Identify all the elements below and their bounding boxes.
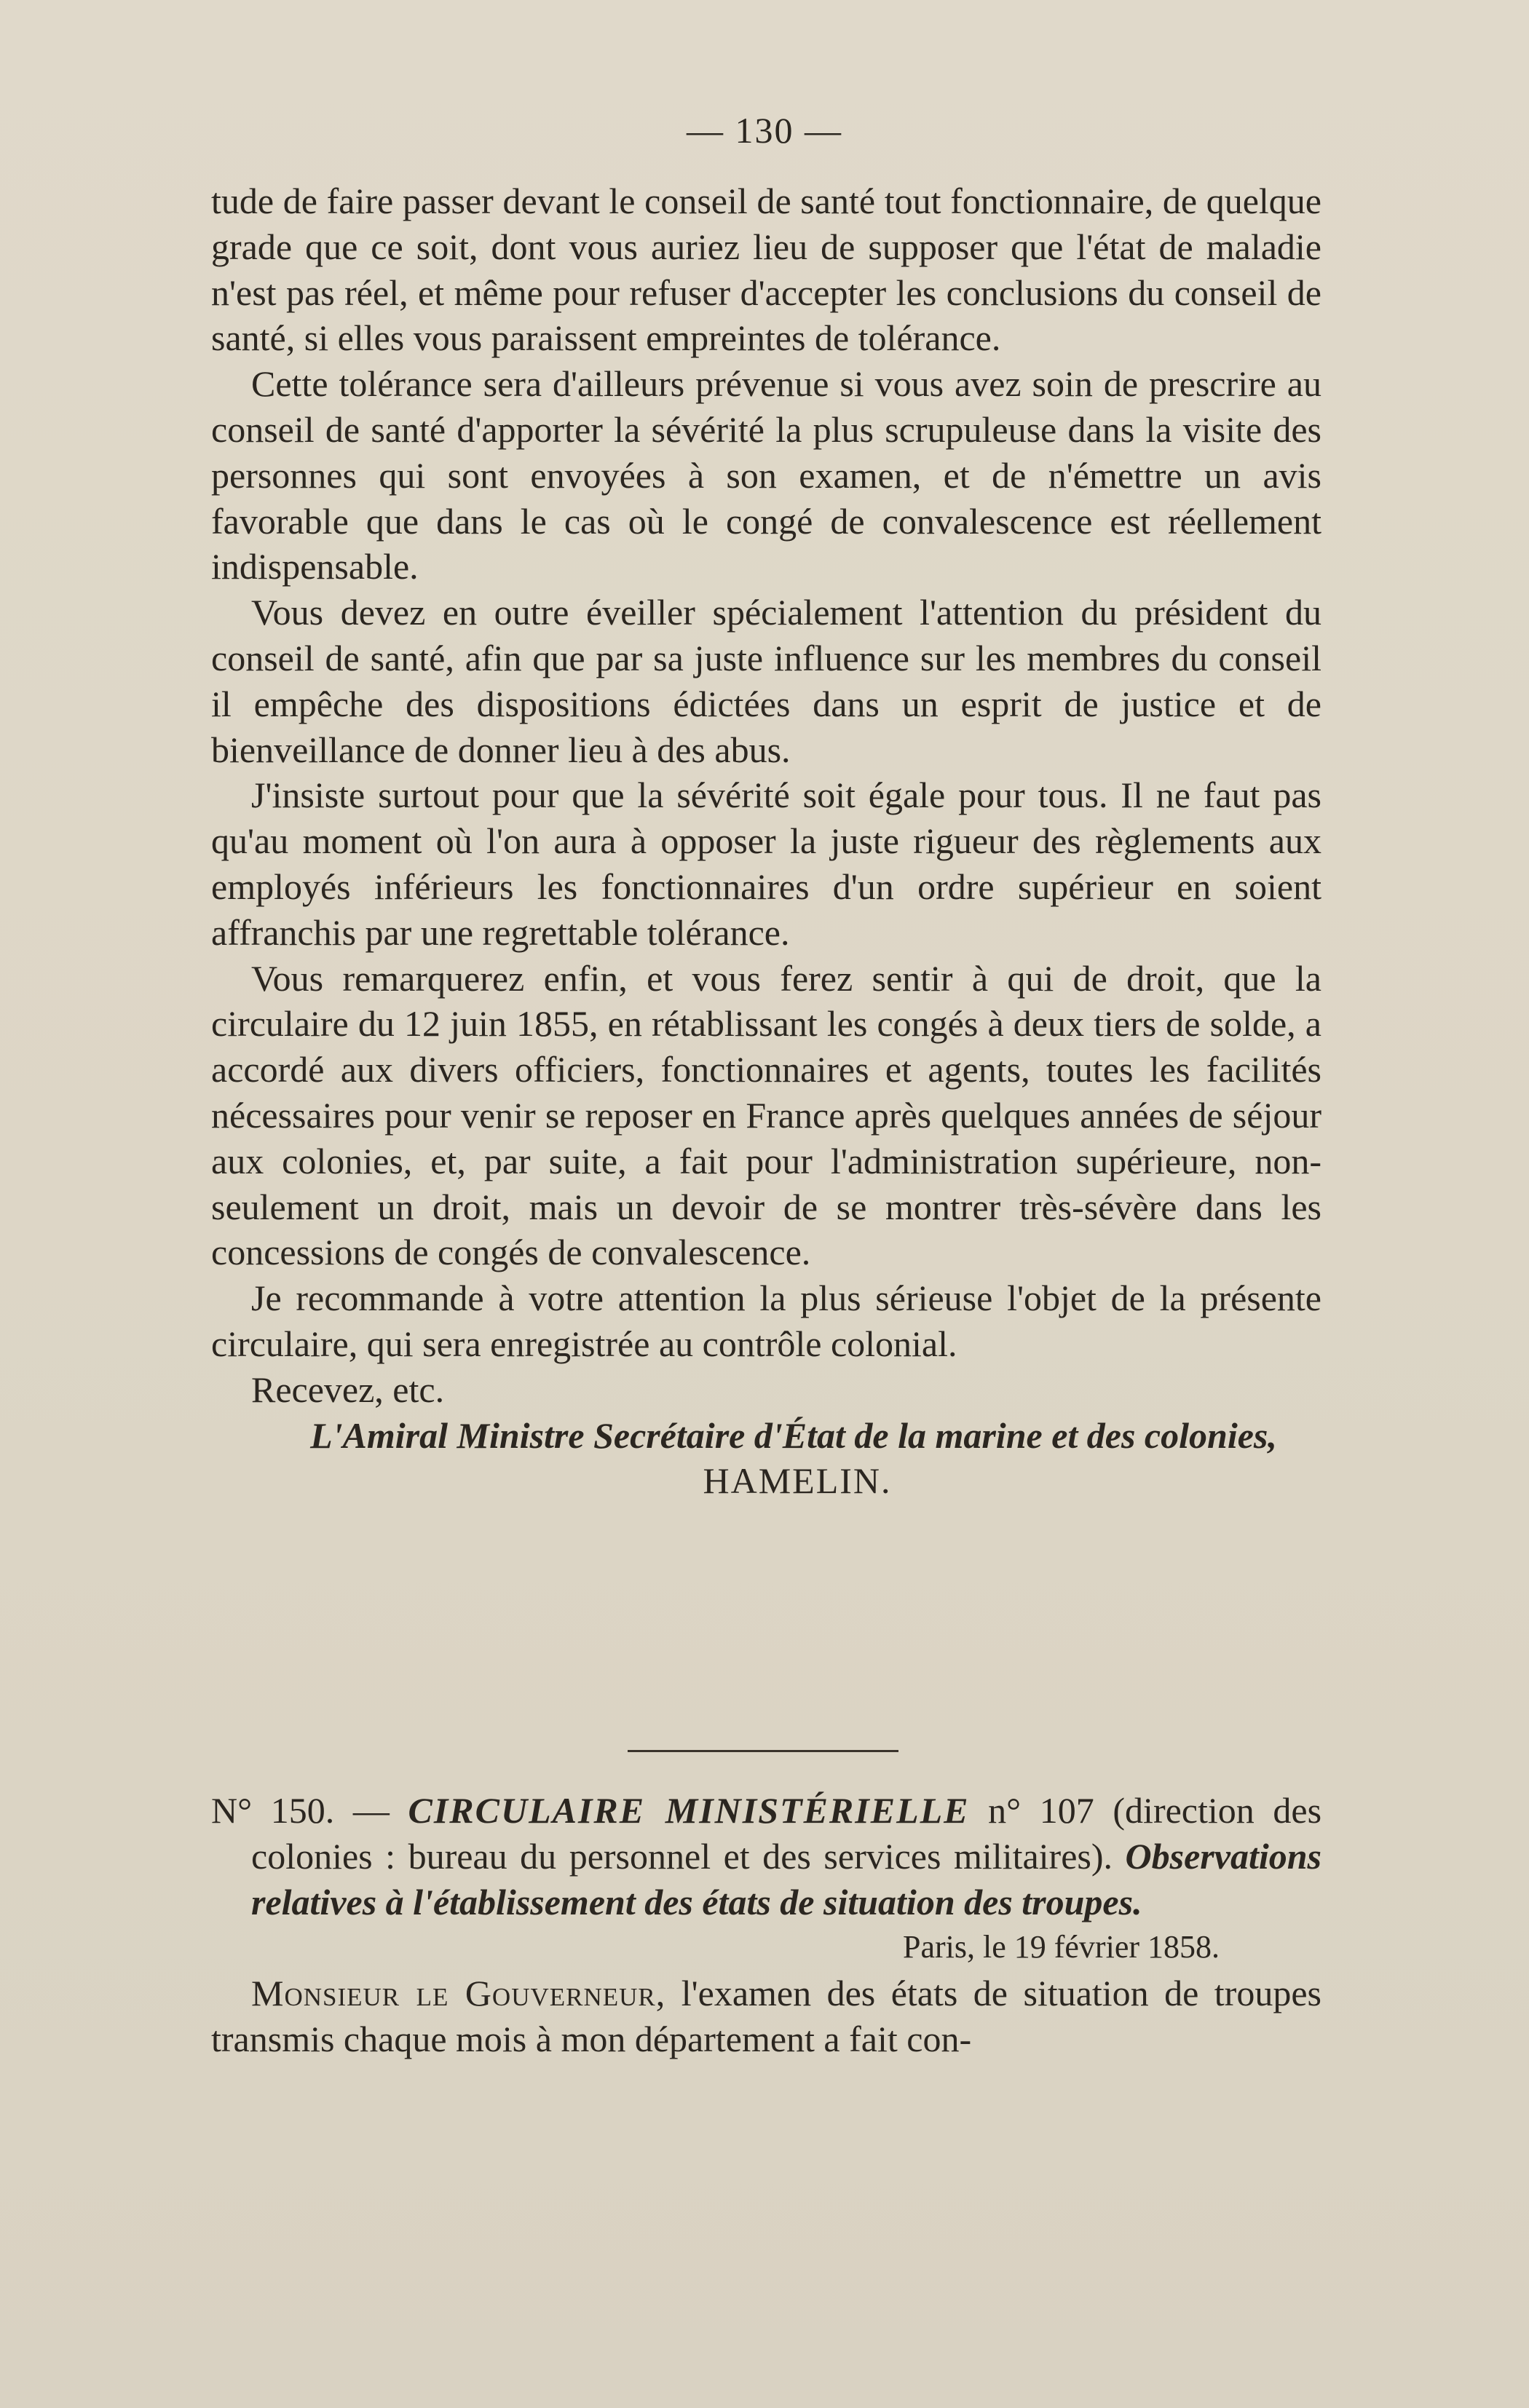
- section-number: N° 150. —: [211, 1790, 390, 1831]
- salutation: Monsieur le Gouverneur,: [251, 1973, 666, 2014]
- paragraph: J'insiste surtout pour que la sévérité soit égale pour tous. Il ne faut pas qu'au moment où l'on aura à opposer la juste rigueur des règlements aux employés inférieurs les fonctionnaires d'un ordre supérieur en soient affranchis par une regrettable tolérance.: [211, 775, 1321, 953]
- section-description: (direction des colonies : bureau du personnel et des services militaires).: [251, 1790, 1322, 1877]
- dateline: Paris, le 19 février 1858.: [903, 1929, 1220, 1965]
- section-body: [211, 1971, 1321, 2062]
- circular-section: [211, 1788, 1321, 2062]
- section-divider: [628, 1750, 898, 1752]
- paragraph: tude de faire passer devant le conseil de santé tout fonctionnaire, de quelque grade que ce soit, dont vous auriez lieu de supposer que l'état de maladie n'est pas réel, et même pour refuser d'accepter les conclusions du conseil de santé, si elles vous paraissent empreintes de tolérance.: [211, 181, 1321, 359]
- section-title: CIRCULAIRE MINISTÉRIELLE: [408, 1790, 970, 1831]
- signature-title: L'Amiral Ministre Secrétaire d'État de la marine et des colonies,: [310, 1414, 1277, 1456]
- section-ref: n° 107: [988, 1790, 1094, 1831]
- paragraph: Vous devez en outre éveiller spécialement l'attention du président du conseil de santé, afin que par sa juste influence sur les membres du conseil il empêche des dispositions édictées dans un esprit de justice et de bienveillance de donner lieu à des abus.: [211, 592, 1321, 770]
- paragraph: Je recommande à votre attention la plus sérieuse l'objet de la présente circulaire, qui sera enregistrée au contrôle colonial.: [211, 1278, 1321, 1364]
- circular-text: [211, 178, 1321, 1504]
- paragraph: Vous remarquerez enfin, et vous ferez sentir à qui de droit, que la circulaire du 12 juin 1855, en rétablissant les congés à deux tiers de solde, a accordé aux divers officiers, fonctionnaires et agents, toutes les facilités nécessaires pour venir se reposer en France après quelques années de séjour aux colonies, et, par suite, a fait pour l'administration supérieure, non-seulement un droit, mais un devoir de se montrer très-sévère dans les concessions de congés de convalescence.: [211, 957, 1321, 1273]
- paragraph: Cette tolérance sera d'ailleurs prévenue si vous avez soin de prescrire au conseil de santé d'apporter la sévérité la plus scrupuleuse dans la visite des personnes qui sont envoyées à son examen, et de n'émettre un avis favorable que dans le cas où le congé de convalescence est réellement indispensable.: [211, 363, 1321, 587]
- section-body-text: l'examen des états de situation de troupes transmis chaque mois à mon département a fait con-: [211, 1973, 1321, 2059]
- section-subtitle: Observations relatives à l'établissement des états de situation des troupes.: [251, 1835, 1322, 1922]
- page-number: — 130 —: [687, 110, 842, 151]
- paragraph: Recevez, etc.: [251, 1369, 445, 1410]
- section-header: [211, 1788, 1321, 1925]
- signature-name: HAMELIN.: [703, 1460, 892, 1502]
